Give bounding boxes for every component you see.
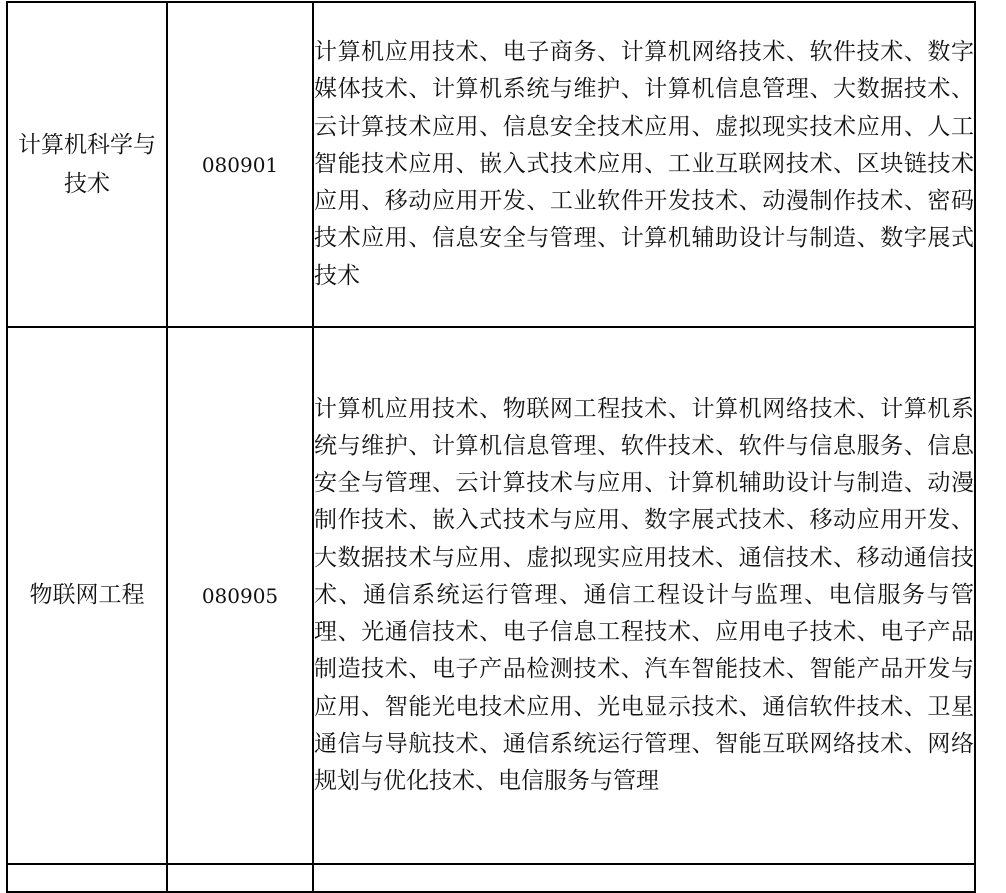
table-row-cut-off: [7, 864, 975, 892]
related-majors-cell: 计算机应用技术、物联网工程技术、计算机网络技术、计算机系统与维护、计算机信息管理、软件技术、软件与信息服务、信息安全与管理、云计算技术与应用、计算机辅助设计与制造、动漫制作技术、嵌入式技术与应用、数字展式技术、移动应用开发、大数据技术与应用、虚拟现实应用技术、通信技术、移动通信技术、通信系统运行管理、通信工程设计与监理、电信服务与管理、光通信技术、电子信息工程技术、应用电子技术、电子产品制造技术、电子产品检测技术、汽车智能技术、智能产品开发与应用、智能光电技术应用、光电显示技术、通信软件技术、卫星通信与导航技术、通信系统运行管理、智能互联网络技术、网络规划与优化技术、电信服务与管理: [313, 327, 975, 864]
empty-cell: [167, 864, 313, 892]
major-code-cell: 080905: [167, 327, 313, 864]
table-row: [7, 2, 975, 327]
empty-cell: [313, 864, 975, 892]
related-majors-cell: 计算机应用技术、电子商务、计算机网络技术、软件技术、数字媒体技术、计算机系统与维护、计算机信息管理、大数据技术、云计算技术应用、信息安全技术应用、虚拟现实技术应用、人工智能技术应用、嵌入式技术应用、工业互联网技术、区块链技术应用、移动应用开发、工业软件开发技术、动漫制作技术、密码技术应用、信息安全与管理、计算机辅助设计与制造、数字展式技术: [313, 2, 975, 327]
major-code-cell: 080901: [167, 2, 313, 327]
table-row: [7, 327, 975, 864]
major-table: [6, 1, 976, 893]
major-name-cell: 物联网工程: [7, 327, 167, 864]
empty-cell: [7, 864, 167, 892]
major-name-cell: 计算机科学与技术: [7, 2, 167, 327]
